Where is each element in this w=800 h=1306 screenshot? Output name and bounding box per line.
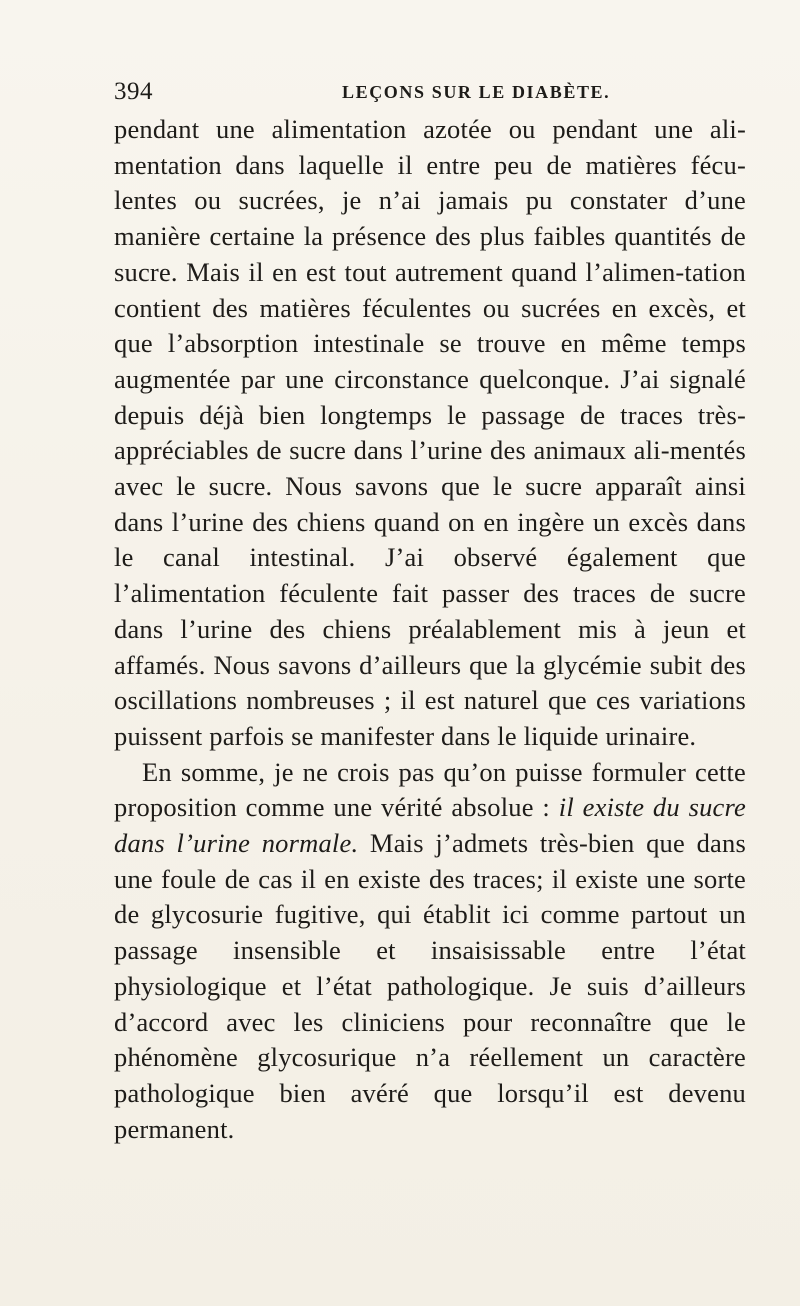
running-head: LEÇONS SUR LE DIABÈTE. (342, 82, 611, 102)
page-header (114, 78, 700, 108)
body-text (114, 112, 746, 1147)
italic-proposition: il existe du sucre dans l’urine normale. (114, 792, 746, 859)
paragraph-2-lead: En somme, je ne crois pas qu’on puisse formuler cette proposition comme une vérité absolue : (114, 756, 746, 823)
paragraph-1: pendant une alimentation azotée ou pendant une ali-mentation dans laquelle il entre peu de matières fécu-lentes ou sucrées, je n’ai jamais pu constater d’une manière certaine la présence des plus faibles quantités de sucre. Mais il en est tout autrement quand l’alimen-tation contient des matières féculentes ou sucrées en excès, et que l’absorption intestinale se trouve en même temps augmentée par une circonstance quelconque. J’ai signalé depuis déjà bien longtemps le passage de traces très-appréciables de sucre dans l’urine des animaux ali-mentés avec le sucre. Nous savons que le sucre apparaît ainsi dans l’urine des chiens quand on en ingère un excès dans le canal intestinal. J’ai observé également que l’alimentation féculente fait passer des traces de sucre dans l’urine des chiens préalablement mis à jeun et affamés. Nous savons d’ailleurs que la glycémie subit des oscillations nombreuses ; il est naturel que ces variations puissent parfois se manifester dans le liquide urinaire. (114, 114, 746, 751)
paragraph-2-rest: Mais j’admets très-bien que dans une foule de cas il en existe des traces; il existe une sorte de glycosurie fugitive, qui établit ici comme partout un passage insensible et insaisissable entre l’état physiologique et l’état pathologique. Je suis d’ailleurs d’accord avec les cliniciens pour reconnaître que le phénomène glycosurique n’a réellement un caractère pathologique bien avéré que lorsqu’il est devenu permanent. (114, 828, 746, 1144)
paragraph-2 (114, 755, 746, 1148)
page-number: 394 (114, 78, 153, 105)
